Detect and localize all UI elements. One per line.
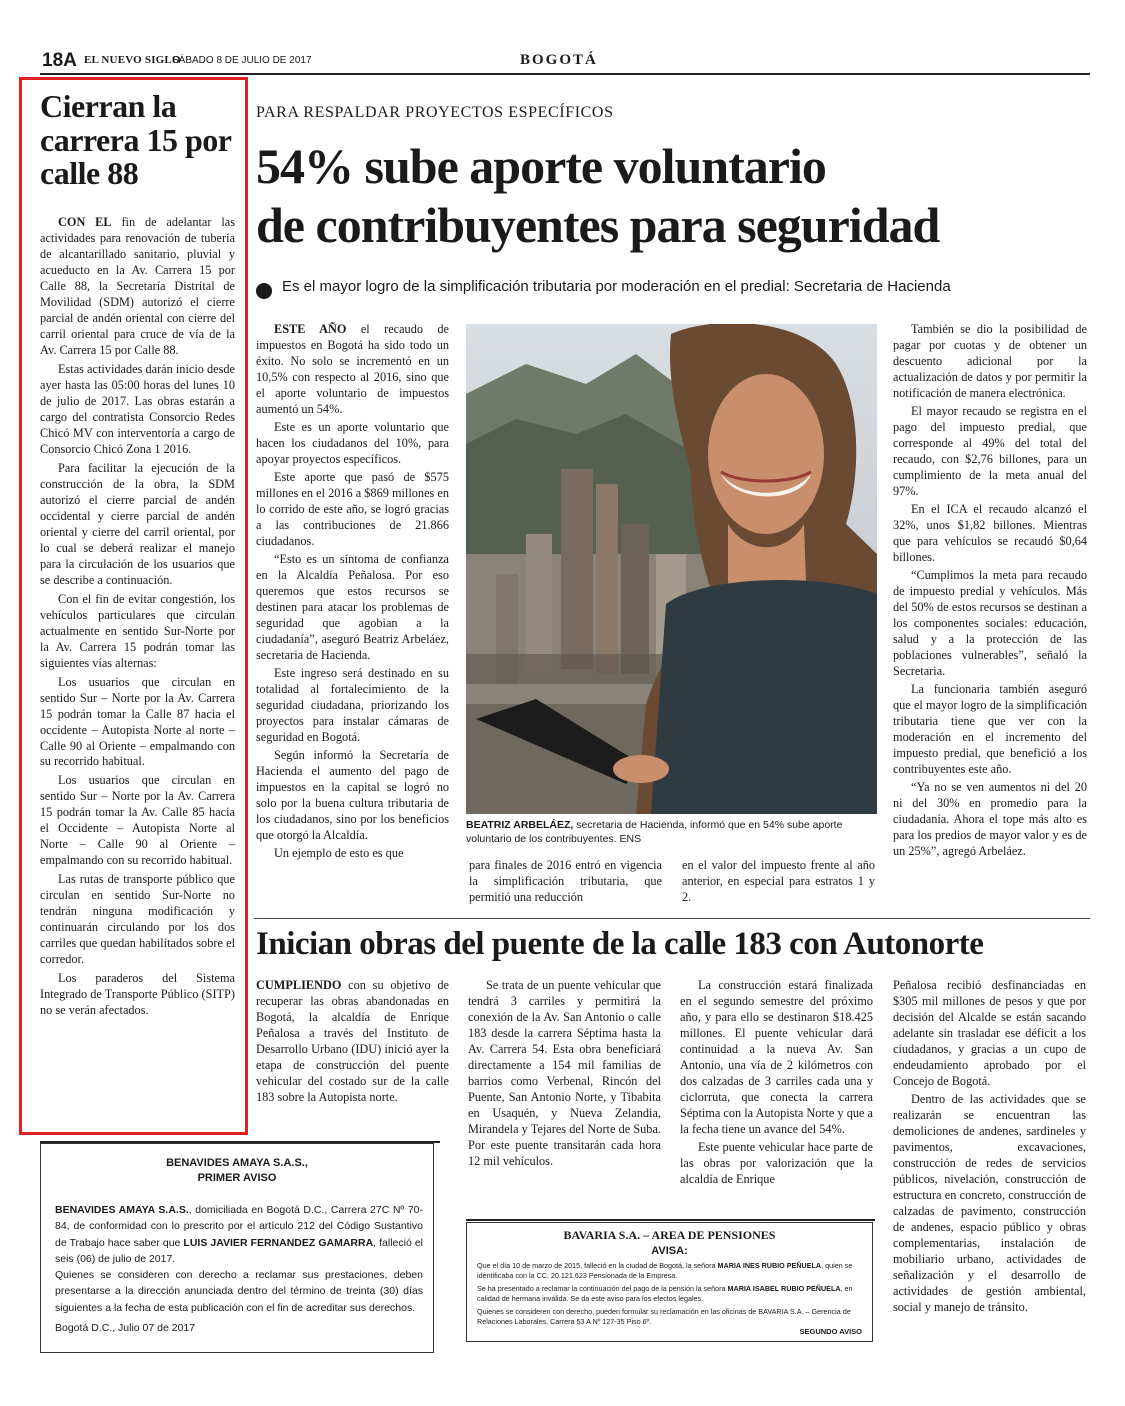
left-story-paragraph: Los usuarios que circulan en sentido Sur – Norte por la Av. Carrera 15 podrán tomar la Av. Calle 85 hacia el Occidente – Autopista Norte al Norte – Calle 90 al Oriente – empalmando con su recorrido habitual. [40,773,235,868]
issue-date: SÁBADO 8 DE JULIO DE 2017 [172,55,312,66]
article-paragraph: ESTE AÑO el recaudo de impuestos en Bogotá ha sido todo un éxito. No solo se incrementó en un 10,5% con respecto al 2016, sino que el aporte voluntario de impuestos aumentó un 54%. [256,322,449,416]
article-paragraph: La funcionaria también aseguró que el mayor logro de la simplificación tributaria tiene que ver con la moderación en el incremento del impuesto predial, que benefició a los contribuyentes este año. [893,681,1087,776]
top-story-column-1 [256,322,449,863]
bullet-icon [256,283,272,299]
article-paragraph: “Ya no se ven aumentos ni del 20 ni del 30% en promedio para la ciudadanía. Ahora el tope más alto es para los predios de mayor valor y es de un 25%”, agregó Arbeláez. [893,779,1087,858]
article-paragraph: “Cumplimos la meta para recaudo de impuesto predial y vehículos. Más del 50% de estos recursos se destinan a los componentes sociales: educación, salud y a la protección de las poblaciones vulnerables”, señaló la Secretaria. [893,567,1087,678]
article-paragraph: En el ICA el recaudo alcanzó el 32%, unos $1,82 billones. Mientras que para vehículos se recaudó $0,64 billones. [893,501,1087,564]
article-paragraph: Este aporte que pasó de $575 millones en el 2016 a $869 millones en lo corrido de este año, se logró gracias a las contribuciones de 21.866 ciudadanos. [256,469,449,548]
subheadline: Es el mayor logro de la simplificación tributaria por moderación en el predial: Secretaria de Hacienda [282,278,951,295]
left-story-paragraph: Los usuarios que circulan en sentido Sur – Norte por la Av. Carrera 15 podrán tomar la Calle 87 hacia el occidente – Autopista Norte al norte – Calle 90 al Oriente – empalmando con su recorrido habitual. [40,674,235,769]
article-paragraph: CUMPLIENDO con su objetivo de recuperar las obras abandonadas en Bogotá, la alcaldía de Enrique Peñalosa a través del Instituto de Desarrollo Urbano (IDU) inició ayer la etapa de construcción del puente vehicular del costado sur de la calle 183 sobre la Autopista norte. [256,978,449,1104]
bottom-story-column-4 [893,978,1086,1318]
section-rule [254,918,1090,919]
header-rule [40,73,1090,75]
top-story-column-4 [893,322,1087,861]
left-story-paragraph: Las rutas de transporte público que circulan en sentido Sur-Norte no tendrán ninguna modificación y continuarán circulando por los dos carriles que quedan habilitados sobre el corredor. [40,872,235,967]
article-paragraph: Este ingreso será destinado en su totalidad al fortalecimiento de la seguridad ciudadana, priorizando los proyectos para instalar cámaras de seguridad en Bogotá. [256,665,449,744]
legal-notice-bavaria [466,1222,873,1342]
section-title: BOGOTÁ [520,52,598,68]
notice-body: Que el día 10 de marzo de 2015, falleció en la ciudad de Bogotá, la señora MARIA INES RUBIO PEÑUELA, quien se identificaba con la CC. 20.121.623 Pensionada de la Empresa. Se ha presentado a reclamar la continuación del pago de la pensión la señora MARIA ISABEL RUBIO PEÑUELA, en calidad de hermana inválida. Se da este aviso para los efectos legales. Quienes se consideren con derecho, pueden formular su reclamación en las oficinas de BAVARIA S.A. – Gerencia de Relaciones Laborales. Carrera 53 A Nº 127-35 Piso 6º. [477,1261,853,1327]
lead-word: CUMPLIENDO [256,978,342,992]
photo-caption: BEATRIZ ARBELÁEZ, secretaria de Hacienda, informó que en 54% sube aporte voluntario de los contribuyentes. ENS [466,819,843,846]
top-story-column-3: en el valor del impuesto frente al año anterior, en especial para estratos 1 y 2. [682,858,875,904]
notice-footer: Bogotá D.C., Julio 07 de 2017 [55,1322,196,1334]
bottom-story-column-3 [680,978,873,1190]
notice-rule [466,1219,875,1221]
article-paragraph: Peñalosa recibió desfinanciadas en $305 mil millones de pesos y que por decisión del Alcalde se están sacando adelante sin trasladar ese déficit a los ciudadanos, y gracias a un cupo de endeudamiento aprobado por el Concejo de Bogotá. [893,978,1086,1088]
notice-footer: SEGUNDO AVISO [799,1327,862,1336]
newspaper-name: EL NUEVO SIGLO [84,54,181,66]
legal-notice-benavides [40,1143,434,1353]
left-story-paragraph: CON EL fin de adelantar las actividades para renovación de tubería de alcantarillado sanitario, pluvial y acueducto en la Av. Carrera 15 por Calle 88, la Secretaría Distrital de Movilidad (SDM) autorizó el cierre parcial de andén oriental con cierre del carril oriental para cruce de vía de la Av. Carrera 15 por Calle 88. [40,215,235,357]
bottom-story-column-2 [468,978,661,1172]
main-headline [256,137,1106,255]
article-paragraph: Este es un aporte voluntario que hacen los ciudadanos del 10%, para apoyar proyectos específicos. [256,419,449,466]
article-paragraph: Este puente vehicular hace parte de las obras por valorización que la alcaldía de Enrique [680,1139,873,1186]
kicker: PARA RESPALDAR PROYECTOS ESPECÍFICOS [256,104,614,121]
article-paragraph: “Esto es un síntoma de confianza en la Alcaldía Peñalosa. Por eso queremos que estos recursos se destinen para atacar los problemas de seguridad que agobian a la ciudadanía”, aseguró Beatriz Arbeláez, secretaria de Hacienda. [256,551,449,662]
headline-line: de contribuyentes para seguridad [256,197,940,253]
notice-title: BAVARIA S.A. – AREA DE PENSIONES [563,1228,776,1242]
left-story-body [40,215,235,1022]
headline-line: 54% sube aporte voluntario [256,138,826,194]
notice-title: BENAVIDES AMAYA S.A.S., PRIMER AVISO [166,1157,308,1184]
left-story-paragraph: Estas actividades darán inicio desde ayer hasta las 05:00 horas del lunes 10 de julio de 2017. Las obras estarán a cargo del contratista Consorcio Redes Chicó MV con interventoría a cargo de Consorcio Chicó Zona 1 2016. [40,361,235,456]
second-headline: Inician obras del puente de la calle 183 con Autonorte [256,926,984,962]
article-paragraph: Dentro de las actividades que se realizarán se encuentran las demoliciones de andenes, sardineles y pavimentos, excavaciones, construcción de redes de servicios públicos, nivelación, construcción de estructura en concreto, construcción de calzadas de pavimento, construcción de andenes, espacio público y obras complementarias, instalación de mobiliario urbano, actividades de señalización y el desarrollo de actividades de gestión ambiental, social y manejo de tránsito. [893,1091,1086,1314]
bottom-story-column-1 [256,978,449,1108]
left-story-title: Cierran la carrera 15 por calle 88 [40,88,231,192]
article-paragraph: La construcción estará finalizada en el segundo semestre del próximo año, y para ello se destinaron $18.425 millones. El puente vehicular dará continuidad a la nueva Av. San Antonio, una vía de 2 kilómetros con dos calzadas de 3 carriles cada una y ciclorruta, que conecta la carrera Séptima con la Autopista Norte y que a la fecha tiene un avance del 54%. [680,978,873,1136]
notice-subtitle: AVISA: [651,1245,688,1257]
article-paragraph: El mayor recaudo se registra en el pago del impuesto predial, que corresponde al 49% del total del recaudo, con $2,76 billones, para un cumplimiento de la meta anual del 97%. [893,403,1087,498]
left-story-paragraph: Con el fin de evitar congestión, los vehículos particulares que circulan actualmente en sentido Sur-Norte por la Av. Carrera 15 podrán tomar las siguientes vías alternas: [40,591,235,670]
lead-word: CON EL [58,215,112,229]
left-story-paragraph: Para facilitar la ejecución de la construcción de la obra, la SDM autorizó el cierre parcial de andén occidental y cierre parcial de andén oriental y cierre del carril oriental, por lo cual se deberá realizar el manejo para la circulación de los usuarios que se describe a continuación. [40,460,235,587]
lead-word: ESTE AÑO [274,322,347,336]
article-paragraph: También se dio la posibilidad de pagar por cuotas y de obtener un descuento adicional por la actualización de datos y por permitir la notificación de manera electrónica. [893,322,1087,400]
article-paragraph: Un ejemplo de esto es que [274,845,404,860]
page-number: 18A [42,50,77,71]
article-paragraph: Según informó la Secretaría de Hacienda el aumento del pago de impuestos en la capital se logró no solo por la buena cultura tributaria de los ciudadanos, sino por los beneficios que otorgó la Alcaldía. [256,747,449,842]
top-story-column-2: para finales de 2016 entró en vigencia la simplificación tributaria, que permitió una reducción [469,858,662,904]
article-paragraph: Se trata de un puente vehicular que tendrá 3 carriles y permitirá la conexión de la Av. San Antonio o calle 183 desde la carrera Séptima hasta la Av. Carrera 54. Esta obra beneficiará directamente a 154 mil familias de barrios como Verbenal, Rincón del Puente, San Antonio Norte, y Tibabita en Usaquén, y Nueva Zelandia, Mirandela y Tejares del Norte de Suba. Por este puente transitarán cada hora 12 mil vehículos. [468,978,661,1168]
notice-body: BENAVIDES AMAYA S.A.S., domiciliada en Bogotá D.C., Carrera 27C Nº 70-84, de conformidad con lo prescrito por el artículo 212 del Código Sustantivo de Trabajo hace saber que LUIS JAVIER FERNANDEZ GAMARRA, falleció el seis (06) de julio de 2017. Quienes se consideren con derecho a reclamar sus prestaciones, deben presentarse a la dirección anunciada dentro del término de treinta (30) días siguientes a la fecha de esta publicación con el fin de acreditar sus derechos. [55,1204,424,1314]
portrait-photo [466,324,877,814]
left-story-paragraph: Los paraderos del Sistema Integrado de Transporte Público (SITP) no se verán afectados. [40,971,235,1018]
